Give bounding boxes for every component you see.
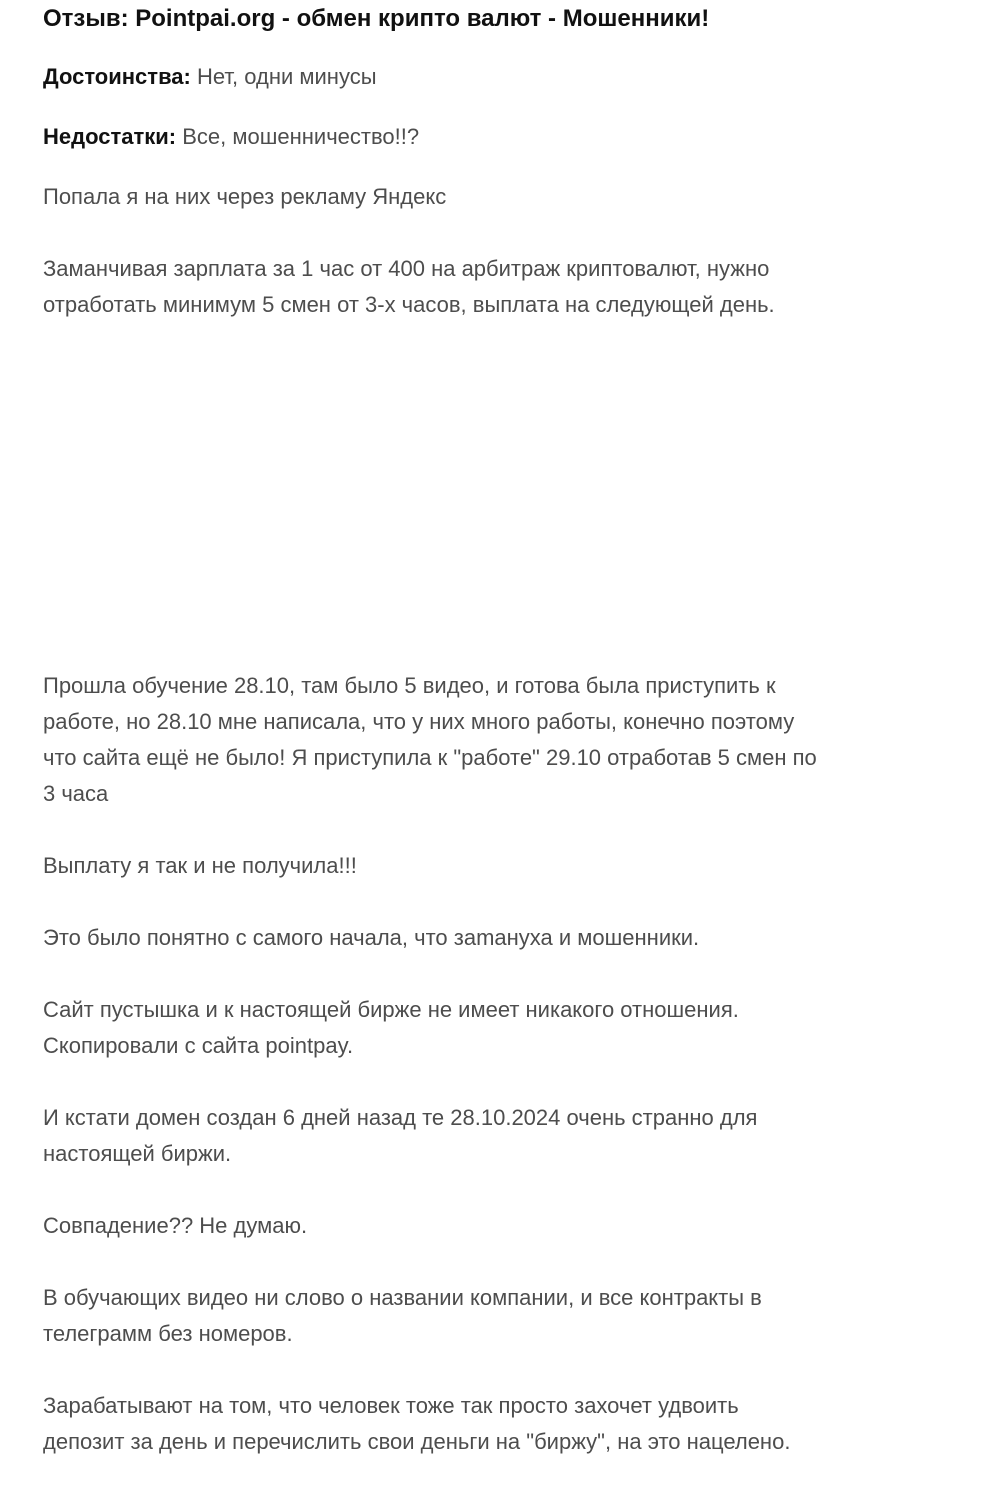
pros-label: Достоинства: <box>43 64 191 89</box>
paragraph-line: что сайта ещё не было! Я приступила к "работе" 29.10 отработав 5 смен по <box>43 745 817 770</box>
paragraph-line: Заманчивая зарплата за 1 час от 400 на арбитраж криптовалют, нужно <box>43 256 770 281</box>
review-paragraph <box>43 179 948 215</box>
review-paragraph <box>43 251 948 323</box>
paragraph-line: Прошла обучение 28.10, там было 5 видео, и готова была приступить к <box>43 673 776 698</box>
paragraph-line: телеграмм без номеров. <box>43 1321 293 1346</box>
paragraph-line: Это было понятно с самого начала, что заmануха и мошенники. <box>43 925 700 950</box>
paragraph-line: отработать минимум 5 смен от 3-х часов, выплата на следующей день. <box>43 292 775 317</box>
paragraph-line: В обучающих видео ни слово о названии компании, и все контракты в <box>43 1285 762 1310</box>
review-paragraph <box>43 1208 948 1244</box>
review-paragraph <box>43 1388 948 1460</box>
review-title: Отзыв: Pointpai.org - обмен крипто валют - Мошенники! <box>43 5 710 32</box>
paragraph-line: настоящей биржи. <box>43 1141 232 1166</box>
review-paragraph <box>43 992 948 1064</box>
paragraph-line: 3 часа <box>43 781 109 806</box>
cons-value: Все, мошенничество!!? <box>182 124 420 149</box>
paragraph-line: Совпадение?? Не думаю. <box>43 1213 308 1238</box>
review-paragraph <box>43 848 948 884</box>
review-paragraph <box>43 1280 948 1352</box>
paragraph-line: Выплату я так и не получила!!! <box>43 853 357 878</box>
pros-row <box>43 59 377 95</box>
review-paragraph <box>43 1100 948 1172</box>
paragraph-line: Попала я на них через рекламу Яндекс <box>43 184 447 209</box>
review-paragraph <box>43 920 948 956</box>
review-paragraph <box>43 668 948 812</box>
paragraph-line: Скопировали с сайта pointpay. <box>43 1033 354 1058</box>
embedded-image-area <box>43 340 948 660</box>
cons-row <box>43 119 419 155</box>
cons-label: Недостатки: <box>43 124 177 149</box>
paragraph-line: Зарабатывают на том, что человек тоже так просто захочет удвоить <box>43 1393 739 1418</box>
paragraph-line: депозит за день и перечислить свои деньги на "биржу", на это нацелено. <box>43 1429 791 1454</box>
paragraph-line: И кстати домен создан 6 дней назад те 28.10.2024 очень странно для <box>43 1105 758 1130</box>
pros-value: Нет, одни минусы <box>197 64 377 89</box>
paragraph-line: Сайт пустышка и к настоящей бирже не имеет никакого отношения. <box>43 997 739 1022</box>
paragraph-line: работе, но 28.10 мне написала, что у них много работы, конечно поэтому <box>43 709 795 734</box>
